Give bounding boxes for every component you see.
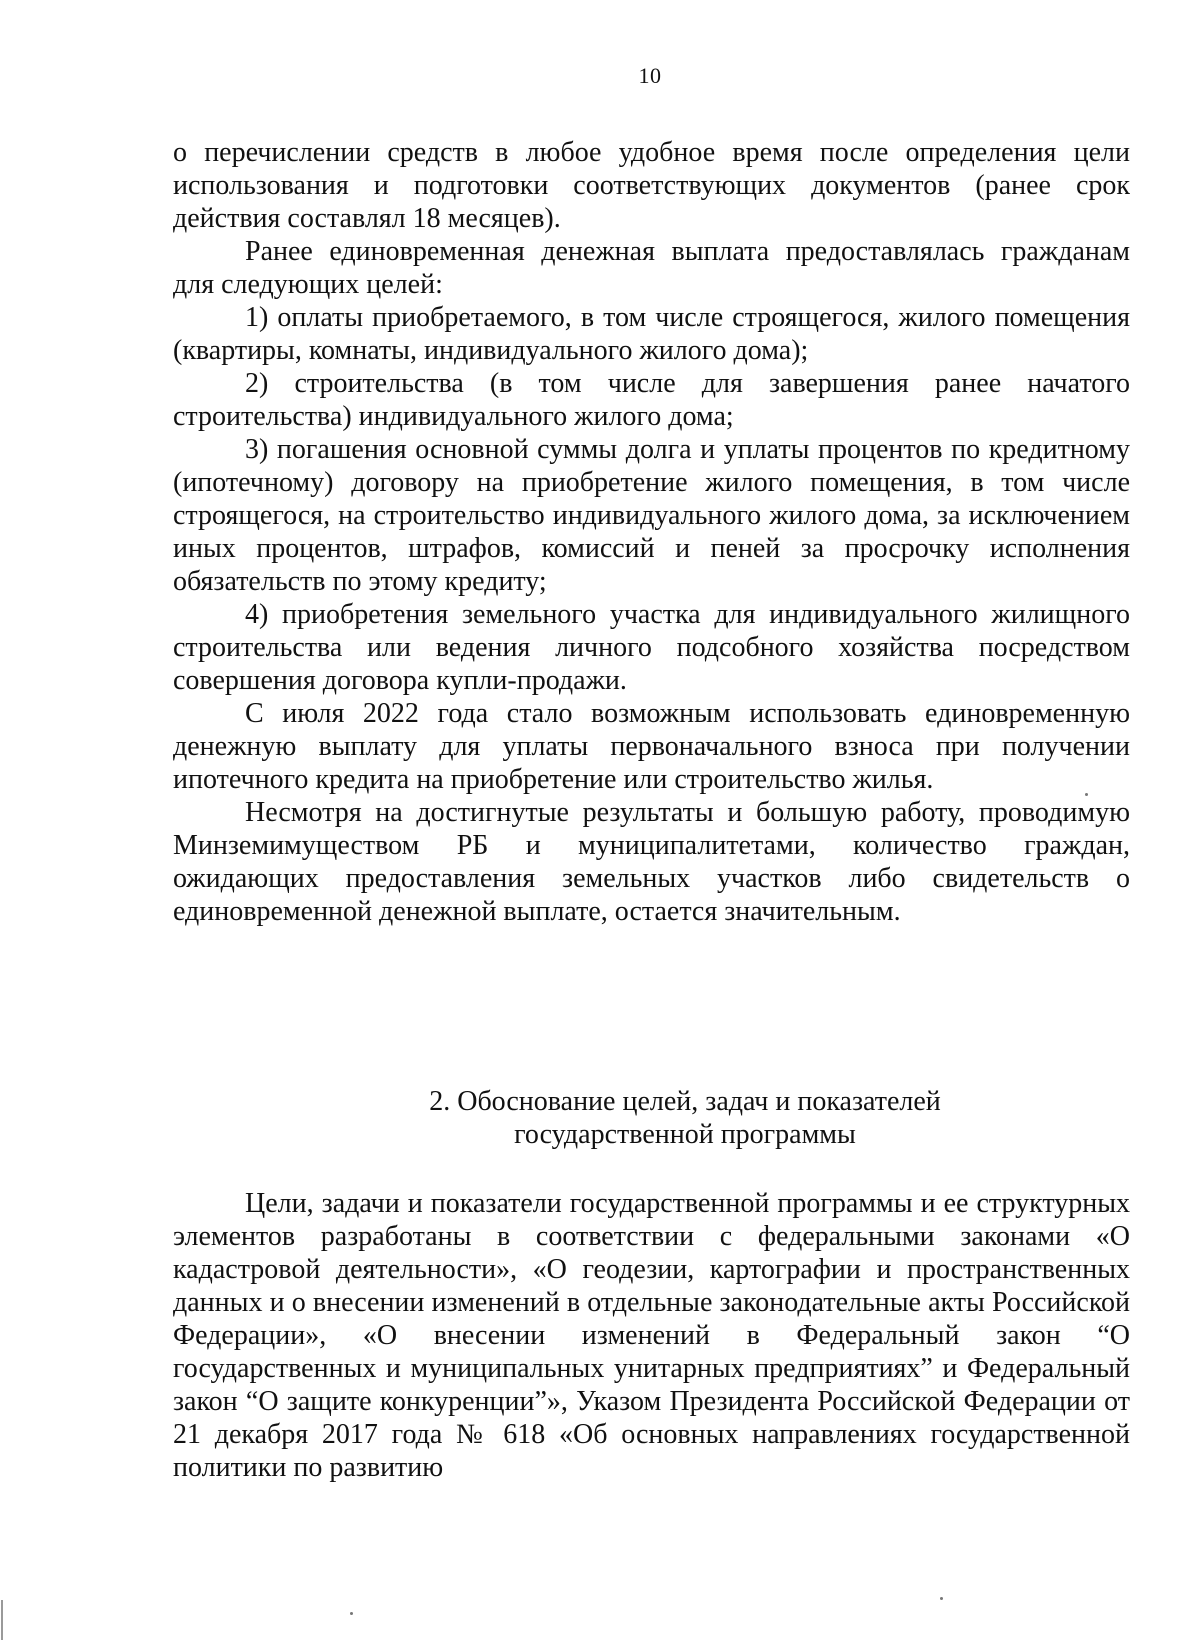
section-2-text xyxy=(173,1187,1130,1484)
body-text xyxy=(173,136,1130,928)
paragraph-results: Несмотря на достигнутые результаты и большую работу, проводимую Минземимуществом РБ и муниципалитетами, количество граждан, ожидающих предоставления земельных участков либо свидетельств о единовременной денежной выплате, остается значительным. xyxy=(173,797,1130,927)
section-heading-line-2: государственной программы xyxy=(514,1119,856,1150)
scan-speck xyxy=(350,1612,353,1615)
paragraph-july-2022: С июля 2022 года стало возможным использовать единовременную денежную выплату для уплаты первоначального взноса при получении ипотечного кредита на приобретение или строительство жилья. xyxy=(173,698,1130,795)
list-item-3: 3) погашения основной суммы долга и уплаты процентов по кредитному (ипотечному) договору на приобретение жилого помещения, в том числе строящегося, на строительство индивидуального жилого дома, за исключением иных процентов, штрафов, комиссий и пеней за просрочку исполнения обязательств по этому кредиту; xyxy=(173,434,1130,597)
paragraph-section-2: Цели, задачи и показатели государственной программы и ее структурных элементов разработаны в соответствии с федеральными законами «О кадастровой деятельности», «О геодезии, картографии и пространственных данных и о внесении изменений в отдельные законодательные акты Российской Федерации», «О внесении изменений в Федеральный закон “О государственных и муниципальных унитарных предприятиях” и Федеральный закон “О защите конкуренции”», Указом Президента Российской Федерации от 21 декабря 2017 года № 618 «Об основных направлениях государственной политики по развитию xyxy=(173,1188,1130,1483)
list-item-1: 1) оплаты приобретаемого, в том числе строящегося, жилого помещения (квартиры, комнаты, индивидуального жилого дома); xyxy=(173,302,1130,366)
paragraph-continuation: о перечислении средств в любое удобное время после определения цели использования и подготовки соответствующих документов (ранее срок действия составлял 18 месяцев). xyxy=(173,137,1130,234)
section-heading-line-1: 2. Обоснование целей, задач и показателей xyxy=(429,1086,941,1117)
list-item-4: 4) приобретения земельного участка для индивидуального жилищного строительства или ведения личного подсобного хозяйства посредством совершения договора купли-продажи. xyxy=(173,599,1130,696)
list-item-2: 2) строительства (в том числе для завершения ранее начатого строительства) индивидуального жилого дома; xyxy=(173,368,1130,432)
scan-edge-mark xyxy=(1,1600,3,1640)
scan-speck xyxy=(940,1597,943,1600)
page-number: 10 xyxy=(638,63,662,88)
section-heading xyxy=(300,1085,1070,1151)
scan-speck xyxy=(1085,793,1088,796)
paragraph-goals-intro: Ранее единовременная денежная выплата предоставлялась гражданам для следующих целей: xyxy=(173,236,1130,300)
